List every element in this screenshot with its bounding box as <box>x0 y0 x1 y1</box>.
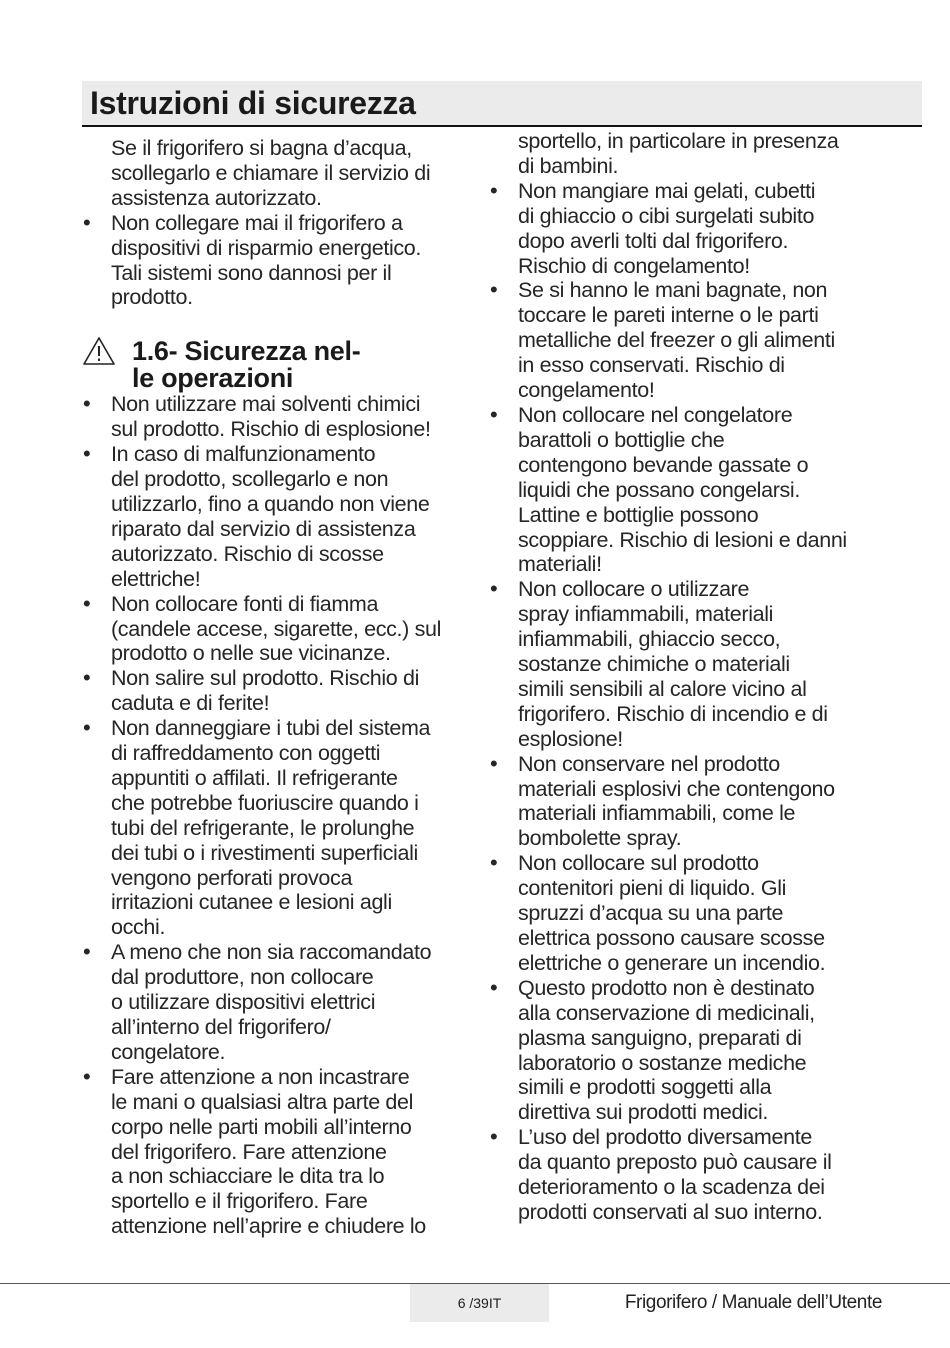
text-line: dei tubi o i rivestimenti superficiali <box>111 840 418 865</box>
text-line: Non utilizzare mai solventi chimici <box>111 392 421 417</box>
text-line: dopo averli tolti dal frigorifero. <box>518 228 789 253</box>
list-item <box>489 1125 881 1225</box>
bullet-icon: • <box>83 715 91 741</box>
text-line: le mani o qualsiasi altra parte del <box>111 1089 414 1114</box>
text-line: plasma sanguigno, preparati di <box>518 1025 802 1050</box>
bullet-icon: • <box>490 750 498 776</box>
manual-title: Frigorifero / Manuale dell’Utente <box>624 1292 882 1313</box>
text-line: Non collegare mai il frigorifero a <box>111 210 403 235</box>
text-line: Non collocare fonti di fiamma <box>111 591 379 616</box>
text-line: direttiva sui prodotti medici. <box>518 1100 768 1125</box>
text-line: (candele accese, sigarette, ecc.) sul <box>111 616 442 641</box>
text-line: di raffreddamento con oggetti <box>111 741 381 766</box>
text-line: a non schiacciare le dita tra lo <box>111 1164 385 1189</box>
section-heading <box>82 338 470 392</box>
text-line: contengono bevande gassate o <box>518 452 809 477</box>
text-line: sportello e il frigorifero. Fare <box>111 1189 368 1214</box>
text-line: Fare attenzione a non incastrare <box>111 1064 410 1089</box>
bullet-icon: • <box>83 665 91 691</box>
text-line: L’uso del prodotto diversamente <box>518 1125 812 1150</box>
text-line: utilizzarlo, fino a quando non viene <box>111 491 430 516</box>
text-line: deterioramento o la scadenza dei <box>518 1175 825 1200</box>
left-column <box>82 136 470 1239</box>
text-line: Non collocare nel congelatore <box>518 402 793 427</box>
text-line: attenzione nell’aprire e chiudere lo <box>111 1214 426 1239</box>
list-item <box>489 403 881 577</box>
text-line: corpo nelle parti mobili all’interno <box>111 1114 412 1139</box>
section-heading-line: 1.6- Sicurezza nel- <box>132 336 361 367</box>
text-line: esplosione! <box>518 726 623 751</box>
bullet-icon: • <box>490 277 498 303</box>
text-line: di ghiaccio o cibi surgelati subito <box>518 203 815 228</box>
text-line: Se si hanno le mani bagnate, non <box>518 278 828 303</box>
text-line: simili sensibili al calore vicino al <box>518 676 807 701</box>
bullet-icon: • <box>83 590 91 616</box>
text-line: sostanze chimiche o materiali <box>518 652 790 677</box>
text-line: In caso di malfunzionamento <box>111 442 376 467</box>
list-item <box>82 716 470 940</box>
text-line: Rischio di congelamento! <box>518 253 750 278</box>
page-title: Istruzioni di sicurezza <box>90 85 416 121</box>
list-item <box>489 278 881 403</box>
text-line: o utilizzare dispositivi elettrici <box>111 990 376 1015</box>
text-line: congelamento! <box>518 378 655 403</box>
text-line: liquidi che possano congelarsi. <box>518 477 800 502</box>
text-line: sul prodotto. Rischio di esplosione! <box>111 417 431 442</box>
bullet-icon: • <box>490 401 498 427</box>
list-item <box>489 179 881 279</box>
text-line: materiali! <box>518 552 602 577</box>
text-line: prodotti conservati al suo interno. <box>518 1199 823 1224</box>
text-line: tubi del refrigerante, le prolunghe <box>111 815 415 840</box>
text-line: A meno che non sia raccomandato <box>111 940 432 965</box>
text-line: occhi. <box>111 915 166 940</box>
text-line: metalliche del freezer o gli alimenti <box>518 328 835 353</box>
text-line: da quanto preposto può causare il <box>518 1150 832 1175</box>
text-line: che potrebbe fuoriuscire quando i <box>111 790 419 815</box>
text-line: in esso conservati. Rischio di <box>518 353 785 378</box>
list-item <box>489 976 881 1125</box>
text-line: Non mangiare mai gelati, cubetti <box>518 178 816 203</box>
bullet-icon: • <box>83 939 91 965</box>
right-column <box>489 129 881 1225</box>
page-number: 6 /39IT <box>410 1284 549 1322</box>
continuation-paragraph <box>489 129 881 179</box>
text-line: appuntiti o affilati. Il refrigerante <box>111 765 398 790</box>
list-item <box>489 851 881 976</box>
text-line: elettrica possono causare scosse <box>518 926 825 950</box>
text-line: toccare le pareti interne o le parti <box>518 303 819 328</box>
intro-paragraph <box>82 136 470 211</box>
list-item <box>82 1065 470 1239</box>
text-line: barattoli o bottiglie che <box>518 427 725 452</box>
text-line: all’interno del frigorifero/ <box>111 1015 331 1039</box>
text-line: Se il frigorifero si bagna d’acqua, <box>111 136 412 160</box>
text-line: elettriche o generare un incendio. <box>518 950 826 975</box>
text-line: simili e prodotti soggetti alla <box>518 1075 772 1100</box>
text-line: bombolette spray. <box>518 826 682 851</box>
text-line: contenitori pieni di liquido. Gli <box>518 876 787 901</box>
bullet-icon: • <box>490 576 498 602</box>
text-line: elettriche! <box>111 566 201 591</box>
text-line: di bambini. <box>518 153 619 178</box>
bullet-icon: • <box>490 1124 498 1150</box>
text-line: autorizzato. Rischio di scosse <box>111 541 384 566</box>
text-line: Non danneggiare i tubi del sistema <box>111 716 431 741</box>
text-line: vengono perforati provoca <box>111 865 353 890</box>
bullet-icon: • <box>83 1063 91 1089</box>
list-item <box>82 666 470 716</box>
text-line: materiali esplosivi che contengono <box>518 776 835 801</box>
text-line: frigorifero. Rischio di incendio e di <box>518 701 828 726</box>
text-line: spray infiammabili, materiali <box>518 602 774 627</box>
text-line: Lattine e bottiglie possono <box>518 502 759 527</box>
text-line: Non conservare nel prodotto <box>518 751 780 776</box>
list-item <box>82 442 470 591</box>
text-line: dispositivi di risparmio energetico. <box>111 235 422 260</box>
text-line: Non salire sul prodotto. Rischio di <box>111 666 420 691</box>
list-item <box>82 940 470 1065</box>
text-line: Tali sistemi sono dannosi per il <box>111 260 392 285</box>
text-line: congelatore. <box>111 1039 226 1064</box>
text-line: dal produttore, non collocare <box>111 965 374 990</box>
list-item <box>489 577 881 751</box>
text-line: del prodotto, scollegarlo e non <box>111 467 389 492</box>
text-line: prodotto o nelle sue vicinanze. <box>111 641 391 666</box>
bullet-icon: • <box>490 177 498 203</box>
text-line: assistenza autorizzato. <box>111 185 322 210</box>
warning-triangle-icon <box>82 336 116 366</box>
list-item <box>489 752 881 852</box>
text-line: spruzzi d’acqua su una parte <box>518 901 784 926</box>
bullet-icon: • <box>83 441 91 467</box>
list-item <box>82 392 470 442</box>
section-heading-line: le operazioni <box>132 363 294 394</box>
text-line: Questo prodotto non è destinato <box>518 975 815 1000</box>
text-line: Non collocare sul prodotto <box>518 851 759 876</box>
bullet-icon: • <box>83 209 91 235</box>
text-line: scoppiare. Rischio di lesioni e danni <box>518 527 847 552</box>
page-header <box>82 81 922 127</box>
bullet-icon: • <box>490 850 498 876</box>
text-line: scollegarlo e chiamare il servizio di <box>111 160 431 185</box>
text-line: laboratorio o sostanze mediche <box>518 1050 807 1075</box>
text-line: prodotto. <box>111 285 193 310</box>
text-line: riparato dal servizio di assistenza <box>111 516 416 541</box>
text-line: caduta e di ferite! <box>111 691 270 716</box>
text-line: infiammabili, ghiaccio secco, <box>518 627 781 652</box>
text-line: sportello, in particolare in presenza <box>518 129 839 153</box>
text-line: Non collocare o utilizzare <box>518 577 750 602</box>
bullet-icon: • <box>490 974 498 1000</box>
text-line: irritazioni cutanee e lesioni agli <box>111 890 392 915</box>
text-line: alla conservazione di medicinali, <box>518 1000 815 1025</box>
text-line: del frigorifero. Fare attenzione <box>111 1139 387 1164</box>
bullet-icon: • <box>83 391 91 417</box>
list-item <box>82 592 470 667</box>
text-line: materiali infiammabili, come le <box>518 801 796 826</box>
list-item <box>82 211 470 311</box>
